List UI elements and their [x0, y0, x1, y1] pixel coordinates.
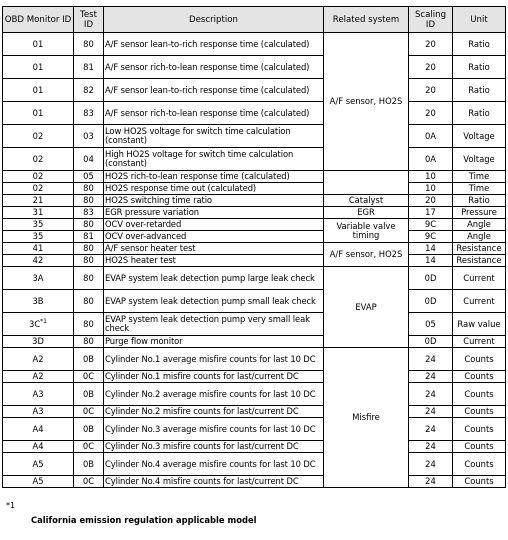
- monitor-id-text: A4: [32, 441, 44, 451]
- cell-description: EVAP system leak detection pump large leak check: [104, 267, 324, 290]
- cell-monitor-id: [3, 371, 74, 383]
- table-body: [3, 33, 506, 488]
- cell-monitor-id: [3, 56, 74, 79]
- cell-description: EGR pressure variation: [104, 207, 324, 219]
- cell-monitor-id: [3, 267, 74, 290]
- cell-scaling-id: 05: [409, 313, 453, 336]
- cell-scaling-id: 24: [409, 383, 453, 406]
- cell-scaling-id: 20: [409, 102, 453, 125]
- cell-unit: Current: [453, 267, 506, 290]
- table-row: [3, 102, 506, 125]
- cell-description: High HO2S voltage for switch time calculation (constant): [104, 148, 324, 171]
- table-row: [3, 267, 506, 290]
- cell-scaling-id: 0D: [409, 267, 453, 290]
- monitor-id-text: 3B: [32, 295, 44, 306]
- cell-description: Purge flow monitor: [104, 336, 324, 348]
- cell-description: Cylinder No.4 average misfire counts for last 10 DC: [104, 453, 324, 476]
- cell-scaling-id: 0A: [409, 125, 453, 148]
- cell-unit: Current: [453, 336, 506, 348]
- cell-scaling-id: 24: [409, 476, 453, 488]
- cell-description: Cylinder No.3 average misfire counts for last 10 DC: [104, 418, 324, 441]
- monitor-id-text: 42: [32, 255, 44, 265]
- table-header-row: [3, 7, 506, 33]
- cell-test-id: 83: [74, 207, 104, 219]
- monitor-id-text: 01: [32, 84, 44, 95]
- cell-unit: Resistance: [453, 243, 506, 255]
- cell-unit: Time: [453, 183, 506, 195]
- table-row: [3, 79, 506, 102]
- cell-related-system: Catalyst: [324, 195, 409, 207]
- cell-monitor-id: [3, 243, 74, 255]
- cell-test-id: 03: [74, 125, 104, 148]
- monitor-id-text: 21: [32, 195, 44, 205]
- cell-unit: Counts: [453, 418, 506, 441]
- cell-test-id: 81: [74, 56, 104, 79]
- cell-scaling-id: 0D: [409, 336, 453, 348]
- monitor-id-text: 02: [32, 183, 44, 193]
- cell-description: Cylinder No.2 average misfire counts for last 10 DC: [104, 383, 324, 406]
- cell-unit: Current: [453, 290, 506, 313]
- cell-monitor-id: [3, 125, 74, 148]
- table-row: [3, 33, 506, 56]
- header-unit: Unit: [453, 7, 506, 33]
- footnote-reference: *1: [40, 317, 47, 325]
- cell-test-id: 82: [74, 79, 104, 102]
- cell-description: EVAP system leak detection pump very small leak check: [104, 313, 324, 336]
- monitor-id-text: A2: [32, 353, 44, 364]
- cell-test-id: 80: [74, 267, 104, 290]
- table-row: [3, 406, 506, 418]
- cell-unit: Ratio: [453, 56, 506, 79]
- cell-scaling-id: 0D: [409, 290, 453, 313]
- cell-unit: Counts: [453, 476, 506, 488]
- table-row: [3, 313, 506, 336]
- cell-related-system: EVAP: [324, 267, 409, 348]
- monitor-id-text: 35: [32, 219, 44, 229]
- header-test-id: Test ID: [74, 7, 104, 33]
- header-related-system: Related system: [324, 7, 409, 33]
- cell-description: Cylinder No.2 misfire counts for last/current DC: [104, 406, 324, 418]
- cell-monitor-id: [3, 336, 74, 348]
- cell-test-id: 0C: [74, 441, 104, 453]
- cell-related-system: EGR: [324, 207, 409, 219]
- cell-unit: Time: [453, 171, 506, 183]
- cell-description: OCV over-advanced: [104, 231, 324, 243]
- cell-scaling-id: 24: [409, 406, 453, 418]
- cell-monitor-id: [3, 207, 74, 219]
- cell-unit: Angle: [453, 219, 506, 231]
- cell-scaling-id: 9C: [409, 219, 453, 231]
- cell-monitor-id: [3, 418, 74, 441]
- cell-monitor-id: [3, 476, 74, 488]
- cell-scaling-id: 24: [409, 441, 453, 453]
- cell-unit: Counts: [453, 371, 506, 383]
- table-row: [3, 171, 506, 183]
- cell-unit: Counts: [453, 383, 506, 406]
- monitor-id-text: 3A: [32, 272, 44, 283]
- cell-description: A/F sensor lean-to-rich response time (calculated): [104, 79, 324, 102]
- cell-monitor-id: [3, 171, 74, 183]
- table-row: [3, 348, 506, 371]
- monitor-id-text: A3: [32, 406, 44, 416]
- cell-scaling-id: 24: [409, 348, 453, 371]
- cell-scaling-id: 14: [409, 243, 453, 255]
- cell-unit: Counts: [453, 441, 506, 453]
- cell-test-id: 0B: [74, 383, 104, 406]
- monitor-id-text: A2: [32, 371, 44, 381]
- cell-description: HO2S rich-to-lean response time (calculated): [104, 171, 324, 183]
- cell-unit: Counts: [453, 348, 506, 371]
- monitor-id-text: A3: [32, 388, 44, 399]
- monitor-id-text: 02: [32, 130, 44, 141]
- header-description: Description: [104, 7, 324, 33]
- monitor-id-text: 35: [32, 231, 44, 241]
- monitor-id-text: 02: [32, 153, 44, 164]
- cell-monitor-id: [3, 348, 74, 371]
- cell-scaling-id: 17: [409, 207, 453, 219]
- monitor-id-text: 02: [32, 171, 44, 181]
- cell-unit: Voltage: [453, 125, 506, 148]
- table-row: [3, 255, 506, 267]
- cell-monitor-id: [3, 195, 74, 207]
- cell-related-system: Misfire: [324, 348, 409, 488]
- cell-test-id: 0B: [74, 418, 104, 441]
- cell-monitor-id: [3, 406, 74, 418]
- cell-monitor-id: [3, 148, 74, 171]
- cell-scaling-id: 20: [409, 33, 453, 56]
- monitor-id-text: A5: [32, 458, 44, 469]
- obd-monitor-table: [2, 6, 506, 488]
- cell-description: Cylinder No.4 misfire counts for last/current DC: [104, 476, 324, 488]
- cell-related-system: Variable valve timing: [324, 219, 409, 243]
- cell-scaling-id: 24: [409, 453, 453, 476]
- cell-description: A/F sensor heater test: [104, 243, 324, 255]
- cell-description: A/F sensor lean-to-rich response time (calculated): [104, 33, 324, 56]
- cell-scaling-id: 10: [409, 183, 453, 195]
- cell-description: EVAP system leak detection pump small leak check: [104, 290, 324, 313]
- cell-unit: Ratio: [453, 102, 506, 125]
- cell-test-id: 80: [74, 183, 104, 195]
- table-row: [3, 453, 506, 476]
- monitor-id-text: A5: [32, 476, 44, 486]
- cell-unit: Ratio: [453, 79, 506, 102]
- cell-unit: Raw value: [453, 313, 506, 336]
- cell-unit: Ratio: [453, 33, 506, 56]
- cell-test-id: 80: [74, 219, 104, 231]
- cell-related-system: A/F sensor, HO2S: [324, 33, 409, 171]
- table-row: [3, 383, 506, 406]
- cell-description: OCV over-retarded: [104, 219, 324, 231]
- cell-test-id: 80: [74, 195, 104, 207]
- cell-test-id: 0C: [74, 476, 104, 488]
- cell-description: Cylinder No.3 misfire counts for last/current DC: [104, 441, 324, 453]
- cell-scaling-id: 20: [409, 79, 453, 102]
- table-row: [3, 219, 506, 231]
- cell-test-id: 80: [74, 313, 104, 336]
- cell-unit: Angle: [453, 231, 506, 243]
- table-row: [3, 441, 506, 453]
- cell-test-id: 0C: [74, 371, 104, 383]
- cell-scaling-id: 20: [409, 56, 453, 79]
- cell-test-id: 80: [74, 33, 104, 56]
- table-row: [3, 183, 506, 195]
- cell-monitor-id: [3, 183, 74, 195]
- cell-unit: Pressure: [453, 207, 506, 219]
- cell-test-id: 80: [74, 255, 104, 267]
- cell-related-system: A/F sensor, HO2S: [324, 243, 409, 267]
- monitor-id-text: 01: [32, 61, 44, 72]
- monitor-id-text: 41: [32, 243, 44, 253]
- table-row: [3, 231, 506, 243]
- cell-unit: Counts: [453, 406, 506, 418]
- cell-unit: Resistance: [453, 255, 506, 267]
- monitor-id-text: 3D: [32, 336, 44, 346]
- cell-related-system: [324, 171, 409, 195]
- cell-monitor-id: [3, 441, 74, 453]
- header-scaling-id: Scaling ID: [409, 7, 453, 33]
- cell-description: Cylinder No.1 misfire counts for last/current DC: [104, 371, 324, 383]
- monitor-id-text: 31: [32, 207, 44, 217]
- cell-scaling-id: 24: [409, 371, 453, 383]
- cell-test-id: 80: [74, 243, 104, 255]
- cell-description: A/F sensor rich-to-lean response time (calculated): [104, 56, 324, 79]
- cell-unit: Ratio: [453, 195, 506, 207]
- cell-description: Cylinder No.1 average misfire counts for last 10 DC: [104, 348, 324, 371]
- footnote-text: California emission regulation applicable model: [31, 515, 257, 525]
- cell-monitor-id: [3, 255, 74, 267]
- monitor-id-text: 01: [32, 38, 44, 49]
- cell-scaling-id: 9C: [409, 231, 453, 243]
- cell-scaling-id: 24: [409, 418, 453, 441]
- header-obd-monitor-id: OBD Monitor ID: [3, 7, 74, 33]
- monitor-id-text: 01: [32, 107, 44, 118]
- cell-scaling-id: 20: [409, 195, 453, 207]
- cell-monitor-id: [3, 383, 74, 406]
- table-row: [3, 418, 506, 441]
- table-row: [3, 371, 506, 383]
- cell-test-id: 0B: [74, 348, 104, 371]
- cell-description: HO2S heater test: [104, 255, 324, 267]
- table-row: [3, 195, 506, 207]
- cell-test-id: 05: [74, 171, 104, 183]
- cell-monitor-id: [3, 79, 74, 102]
- table-row: [3, 56, 506, 79]
- table-row: [3, 243, 506, 255]
- cell-test-id: 80: [74, 290, 104, 313]
- cell-monitor-id: [3, 453, 74, 476]
- cell-description: Low HO2S voltage for switch time calculation (constant): [104, 125, 324, 148]
- table-row: [3, 125, 506, 148]
- footnote-mark: *1: [6, 501, 16, 510]
- monitor-id-text: A4: [32, 423, 44, 434]
- table-row: [3, 290, 506, 313]
- cell-monitor-id: [3, 219, 74, 231]
- cell-unit: Voltage: [453, 148, 506, 171]
- cell-monitor-id: [3, 290, 74, 313]
- cell-scaling-id: 14: [409, 255, 453, 267]
- cell-description: A/F sensor rich-to-lean response time (calculated): [104, 102, 324, 125]
- cell-test-id: 81: [74, 231, 104, 243]
- monitor-id-text: 3C: [28, 318, 41, 329]
- table-row: [3, 476, 506, 488]
- table-row: [3, 207, 506, 219]
- cell-scaling-id: 10: [409, 171, 453, 183]
- cell-scaling-id: 0A: [409, 148, 453, 171]
- cell-test-id: 83: [74, 102, 104, 125]
- cell-monitor-id: [3, 231, 74, 243]
- cell-unit: Counts: [453, 453, 506, 476]
- cell-monitor-id: [3, 102, 74, 125]
- cell-test-id: 0B: [74, 453, 104, 476]
- table-row: [3, 148, 506, 171]
- cell-test-id: 04: [74, 148, 104, 171]
- cell-test-id: 0C: [74, 406, 104, 418]
- cell-monitor-id: [3, 33, 74, 56]
- cell-description: HO2S response time out (calculated): [104, 183, 324, 195]
- table-row: [3, 336, 506, 348]
- cell-test-id: 80: [74, 336, 104, 348]
- cell-monitor-id: [3, 313, 74, 336]
- cell-description: HO2S switching time ratio: [104, 195, 324, 207]
